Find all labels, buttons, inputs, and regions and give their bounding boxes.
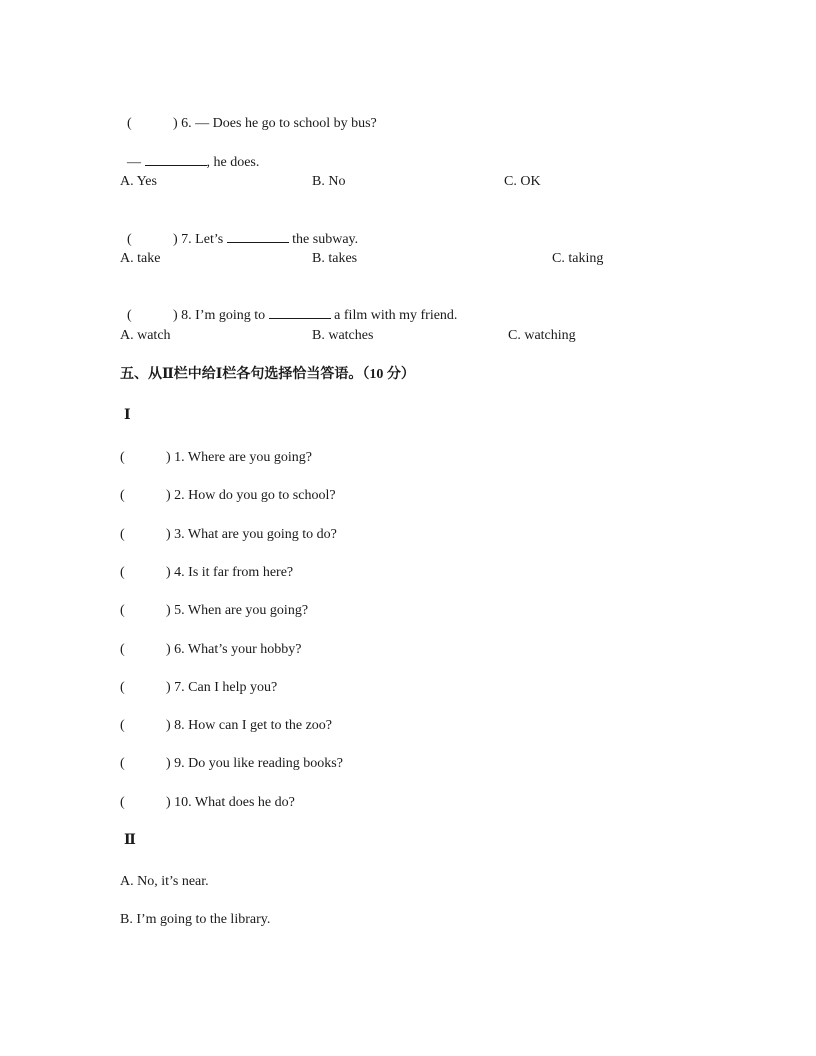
q7-option-c: C. taking [552, 251, 604, 266]
matching-item [120, 641, 301, 659]
q8-option-c: C. watching [508, 328, 576, 343]
matching-item-text: 6. What’s your hobby? [174, 642, 302, 657]
matching-item-text: 1. Where are you going? [174, 450, 312, 465]
matching-item-text: 3. What are you going to do? [174, 527, 337, 542]
q6-question-text: 6. — Does he go to school by bus? [181, 116, 377, 131]
q6-option-c: C. OK [504, 174, 541, 189]
q8-question-line [120, 288, 457, 325]
matching-item-paren-open[interactable]: ( [120, 718, 125, 733]
matching-item-text: 8. How can I get to the zoo? [174, 718, 333, 733]
q7-answer-paren-open: ( [127, 232, 132, 247]
q6-question-line [120, 97, 377, 133]
matching-item-text: 7. Can I help you? [174, 680, 278, 695]
q7-answer-paren-close: ) [173, 232, 178, 247]
q6-answer-suffix: , he does. [206, 155, 260, 170]
matching-item-paren-close: ) [166, 450, 171, 465]
matching-item-paren-close: ) [166, 642, 171, 657]
section-5-title: 五、从Ⅱ栏中给Ⅰ栏各句选择恰当答语。（10 分） [120, 367, 415, 382]
matching-item-paren-close: ) [166, 603, 171, 618]
q8-option-a: A. watch [120, 328, 171, 343]
matching-item-paren-open[interactable]: ( [120, 680, 125, 695]
matching-item-paren-close: ) [166, 565, 171, 580]
matching-item-paren-open[interactable]: ( [120, 795, 125, 810]
matching-item [120, 487, 336, 505]
matching-item [120, 717, 332, 735]
matching-item [120, 755, 343, 773]
matching-item-text: 10. What does he do? [174, 795, 295, 810]
q8-option-b: B. watches [312, 328, 374, 343]
answer-b: B. I’m going to the library. [120, 912, 271, 927]
matching-item [120, 602, 308, 620]
q8-answer-paren-open: ( [127, 308, 132, 323]
matching-item-paren-close: ) [166, 756, 171, 771]
matching-item-paren-close: ) [166, 795, 171, 810]
matching-item-text: 2. How do you go to school? [174, 488, 336, 503]
q6-fill-blank[interactable] [145, 153, 207, 166]
q6-answer-paren-open: ( [127, 116, 132, 131]
q7-fill-blank[interactable] [227, 230, 289, 243]
matching-item-text: 4. Is it far from here? [174, 565, 294, 580]
matching-item-paren-open[interactable]: ( [120, 756, 125, 771]
q8-question-suffix: a film with my friend. [334, 308, 458, 323]
matching-item-paren-close: ) [166, 718, 171, 733]
answer-a: A. No, it’s near. [120, 874, 209, 889]
matching-item [120, 526, 337, 544]
q7-question-line [120, 212, 358, 249]
q6-option-a: A. Yes [120, 174, 157, 189]
matching-item [120, 679, 277, 697]
matching-item-paren-open[interactable]: ( [120, 565, 125, 580]
q7-option-b: B. takes [312, 251, 358, 266]
q7-question-prefix: 7. Let’s [181, 232, 224, 247]
matching-item-paren-open[interactable]: ( [120, 488, 125, 503]
q8-question-prefix: 8. I’m going to [181, 308, 266, 323]
q7-option-a: A. take [120, 251, 161, 266]
q6-answer-paren-close: ) [173, 116, 178, 131]
matching-item [120, 794, 295, 812]
matching-item-paren-open[interactable]: ( [120, 450, 125, 465]
matching-item-paren-open[interactable]: ( [120, 527, 125, 542]
matching-item-text: 9. Do you like reading books? [174, 756, 343, 771]
matching-item-text: 5. When are you going? [174, 603, 309, 618]
q7-question-suffix: the subway. [292, 232, 359, 247]
q6-dash: — [127, 155, 141, 170]
column-1-label: Ⅰ [124, 408, 131, 423]
matching-item-paren-open[interactable]: ( [120, 603, 125, 618]
matching-item [120, 449, 312, 467]
q8-fill-blank[interactable] [269, 306, 331, 319]
matching-item-paren-close: ) [166, 680, 171, 695]
matching-item-paren-close: ) [166, 527, 171, 542]
matching-item-paren-close: ) [166, 488, 171, 503]
q8-answer-paren-close: ) [173, 308, 178, 323]
q6-dialogue-line [120, 135, 259, 172]
q6-option-b: B. No [312, 174, 346, 189]
matching-item [120, 564, 293, 582]
matching-item-paren-open[interactable]: ( [120, 642, 125, 657]
column-2-label: Ⅱ [124, 833, 136, 848]
